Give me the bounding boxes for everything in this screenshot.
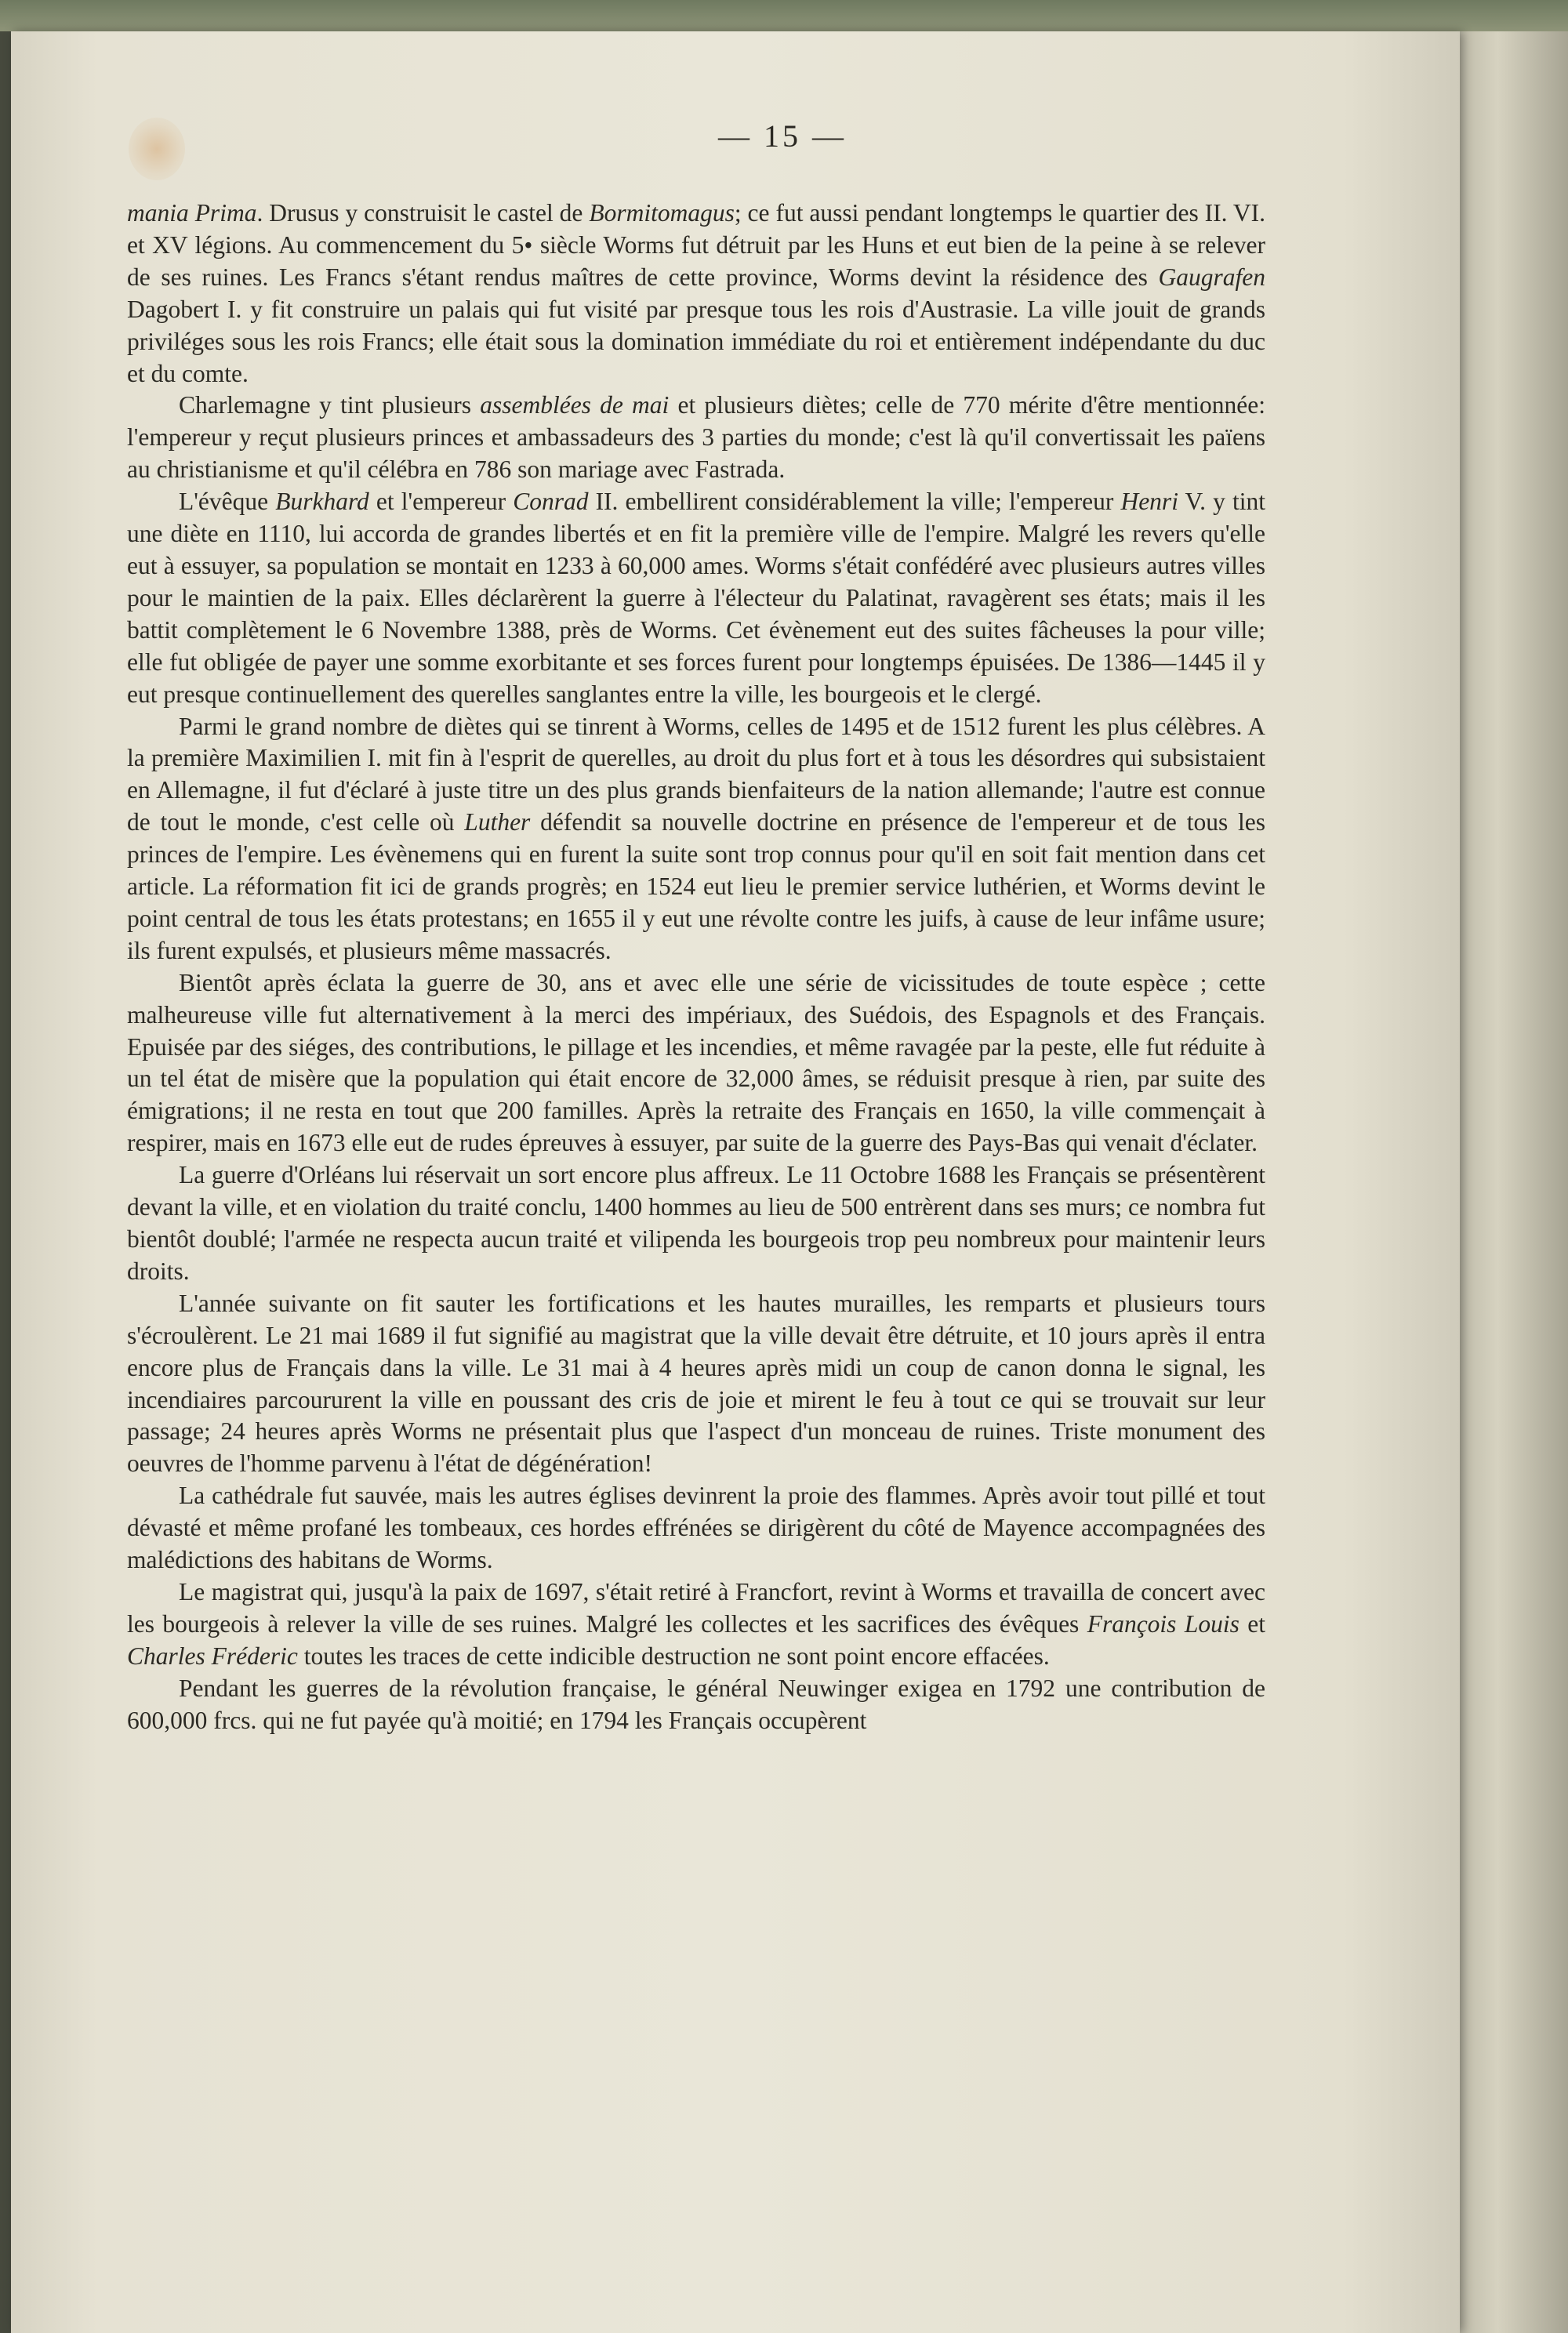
- text-run: La cathédrale fut sauvée, mais les autres églises devinrent la proie des flammes. Après avoir tout pillé et tout dévasté et même profané les tombeaux, ces hordes effrénées se dirigèrent du côté de Mayence accompagnées des malédictions des habitans de Worms.: [127, 1482, 1265, 1574]
- book-page: [11, 31, 1460, 2333]
- italic-run: mania Prima: [127, 199, 257, 227]
- italic-run: François Louis: [1087, 1609, 1240, 1638]
- text-run: . Drusus y construisit le castel de: [256, 199, 590, 227]
- page-number: — 15 —: [718, 118, 847, 154]
- text-run: et l'empereur: [368, 488, 514, 516]
- paragraph: [127, 1480, 1265, 1576]
- text-run: V. y tint une diète en 1110, lui accorda de grandes libertés et en fit la première ville de l'empire. Malgré les revers qu'elle eut à essuyer, sa population se montait en 1233 à 60,000 ames. Worms s'était confédéré avec plusieurs autres villes pour le maintien de la paix. Elles déclarèrent la guerre à l'électeur du Palatinat, ravagèrent ses états; mais il les battit complètement le 6 Novembre 1388, près de Worms. Cet évènement eut des suites fâcheuses la pour ville; elle fut obligée de payer une somme exorbitante et ses forces furent pour longtemps épuisées. De 1386—1445 il y eut presque continuellement des querelles sanglantes entre la ville, les bourgeois et le clergé.: [127, 488, 1266, 708]
- text-run: La guerre d'Orléans lui réservait un sort encore plus affreux. Le 11 Octobre 1688 les Français se présentèrent devant la ville, et en violation du traité conclu, 1400 hommes au lieu de 500 entrèrent dans ses murs; ce nombra fut bientôt doublé; l'armée ne respecta aucun traité et vilipenda les bourgeois trop peu nombreux pour maintenir leurs droits.: [127, 1161, 1265, 1285]
- text-run: et plusieurs diètes; celle de 770 mérite d'être mentionnée: l'empereur y reçut plusieurs princes et ambassadeurs des 3 parties du monde; c'est là qu'il convertissait les païens au christianisme et qu'il célébra en 786 son mariage avec Fastrada.: [127, 391, 1265, 484]
- text-run: L'année suivante on fit sauter les fortifications et les hautes murailles, les remparts et plusieurs tours s'écroulèrent. Le 21 mai 1689 il fut signifié au magistrat que la ville devait être détruite, et 10 jours après il entra encore plus de Français dans la ville. Le 31 mai à 4 heures après midi un coup de canon donna le signal, les incendiaires parcoururent la ville en poussant des cris de joie et mirent le feu à tout ce qui se trouvait sur leur passage; 24 heures après Worms ne présentait plus que l'aspect d'un monceau de ruines. Triste monument des oeuvres de l'homme parvenu à l'état de dégénération!: [127, 1289, 1265, 1478]
- text-run: Dagobert I. y fit construire un palais qui fut visité par presque tous les rois d'Austrasie. La ville jouit de grands priviléges sous les rois Francs; elle était sous la domination immédiate du roi et entièrement indépendante du duc et du comte.: [127, 295, 1265, 387]
- paragraph: [127, 198, 1265, 390]
- text-run: ; ce fut aussi pendant longtemps le quartier des II. VI. et XV légions. Au commencement du 5• siècle Worms fut détruit par les Huns et eut bien de la peine à se relever de ses ruines. Les Francs s'étant rendus maîtres de cette province, Worms devint la résidence des: [127, 199, 1266, 291]
- paragraph: [127, 711, 1265, 967]
- text-run: toutes les traces de cette indicible destruction ne sont point encore effacées.: [297, 1642, 1050, 1670]
- paragraph: [127, 1576, 1265, 1673]
- text-run: défendit sa nouvelle doctrine en présence de l'empereur et de tous les princes de l'empire. Les évènemens qui en furent la suite sont trop connus pour qu'il en soit fait mention dans cet article. La réformation fit ici de grands progrès; en 1524 eut lieu le premier service luthérien, et Worms devint le point central de tous les états protestans; en 1655 il y eut une révolte contre les juifs, à cause de leur infâme usure; ils furent expulsés, et plusieurs même massacrés.: [127, 808, 1266, 964]
- text-run: Pendant les guerres de la révolution française, le général Neuwinger exigea en 1792 une contribution de 600,000 frcs. qui ne fut payée qu'à moitié; en 1794 les Français occupèrent: [127, 1674, 1265, 1734]
- text-run: Charlemagne y tint plusieurs: [179, 391, 481, 419]
- italic-run: Luther: [464, 808, 531, 836]
- text-run: et: [1239, 1609, 1265, 1638]
- body-text: [127, 198, 1265, 1737]
- text-run: II. embellirent considérablement la ville; l'empereur: [588, 488, 1121, 516]
- italic-run: Conrad: [513, 488, 589, 516]
- italic-run: Bormitomagus: [589, 199, 735, 227]
- paragraph: [127, 1159, 1265, 1288]
- text-run: Parmi le grand nombre de diètes qui se tinrent à Worms, celles de 1495 et de 1512 furent les plus célèbres. A la première Maximilien I. mit fin à l'esprit de querelles, au droit du plus fort et à tous les désordres qui subsistaient en Allemagne, il fut d'éclaré à juste titre un des plus grands bienfaiteurs de la nation allemande; l'autre est connue de tout le monde, c'est celle où: [127, 712, 1265, 836]
- scan-top-edge: [0, 0, 1568, 31]
- italic-run: Gaugrafen: [1158, 263, 1265, 291]
- italic-run: assemblées de mai: [480, 391, 670, 419]
- text-run: Bientôt après éclata la guerre de 30, ans et avec elle une série de vicissitudes de toute espèce ; cette malheureuse ville fut alternativement à la merci des impériaux, des Suédois, des Espagnols et des Français. Epuisée par des siéges, des contributions, le pillage et les incendies, et même ravagée par la peste, elle fut réduite à un tel état de misère que la population qui était encore de 32,000 âmes, se réduisit presque à rien, par suite des émigrations; il ne resta en tout que 200 familles. Après la retraite des Français en 1650, la ville commençait à respirer, mais en 1673 elle eut de rudes épreuves à essuyer, par suite de la guerre des Pays-Bas qui venait d'éclater.: [127, 968, 1265, 1157]
- italic-run: Charles Fréderic: [127, 1642, 298, 1670]
- paragraph: [127, 1288, 1265, 1480]
- paragraph: [127, 1673, 1265, 1737]
- text-run: L'évêque: [179, 488, 276, 516]
- italic-run: Burkhard: [275, 488, 369, 516]
- paragraph: [127, 967, 1265, 1159]
- text-run: Le magistrat qui, jusqu'à la paix de 1697, s'était retiré à Francfort, revint à Worms et travailla de concert avec les bourgeois à relever la ville de ses ruines. Malgré les collectes et les sacrifices des évêques: [127, 1577, 1265, 1638]
- italic-run: Henri: [1120, 488, 1178, 516]
- book-cover-edge: [1450, 31, 1568, 2333]
- paragraph: [127, 486, 1265, 710]
- paragraph: [127, 390, 1265, 486]
